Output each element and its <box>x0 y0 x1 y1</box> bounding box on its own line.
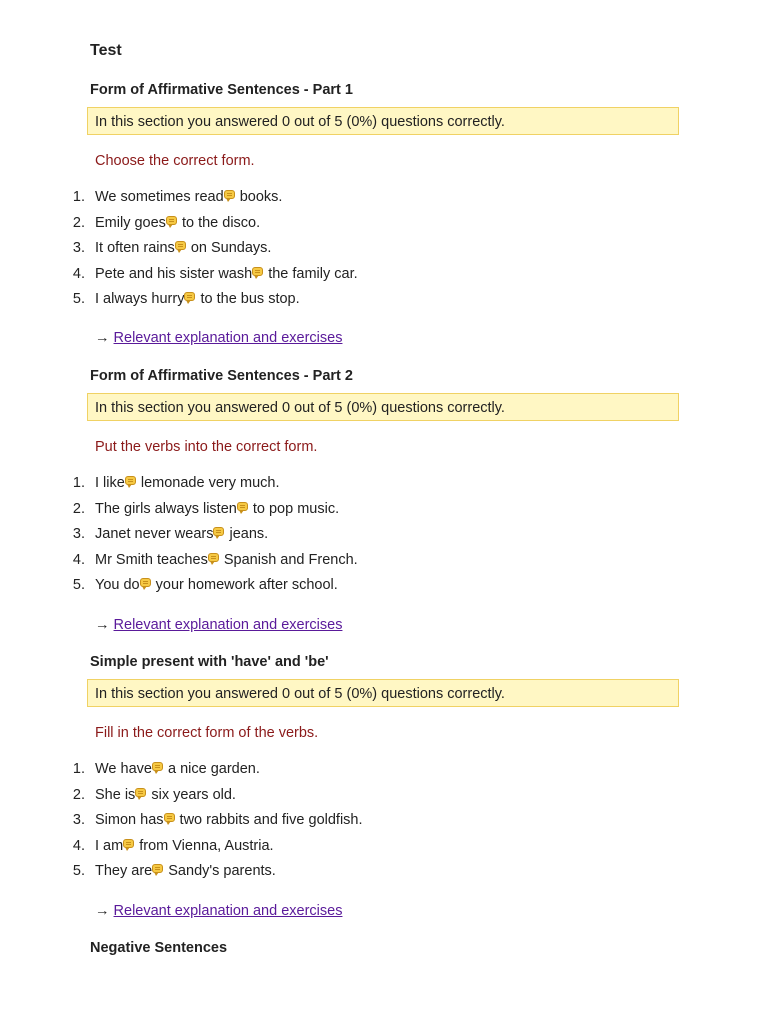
section-heading: Simple present with 'have' and 'be' <box>90 654 329 670</box>
question-before: I always hurry <box>95 291 185 308</box>
section-heading: Form of Affirmative Sentences - Part 1 <box>90 82 353 98</box>
result-box <box>87 679 679 707</box>
question-before: Emily goes <box>95 214 166 231</box>
speech-bubble-hint-icon[interactable] <box>175 241 186 250</box>
question-list <box>0 475 768 603</box>
result-box <box>87 393 679 421</box>
question-text <box>95 215 260 231</box>
question-item <box>0 812 768 838</box>
speech-bubble-hint-icon[interactable] <box>184 292 195 301</box>
question-item <box>0 526 768 552</box>
question-text <box>95 240 271 256</box>
question-text <box>95 189 282 205</box>
question-after: books. <box>235 189 283 205</box>
question-number: 2. <box>72 214 85 231</box>
speech-bubble-hint-icon[interactable] <box>140 578 151 587</box>
explanation-link[interactable]: Relevant explanation and exercises <box>113 617 343 633</box>
question-number: 5. <box>72 863 85 880</box>
question-item <box>0 577 768 603</box>
question-after: your homework after school. <box>151 577 338 594</box>
result-box <box>87 107 679 135</box>
question-number: 1. <box>72 475 85 491</box>
right-arrow-icon: → <box>95 617 110 633</box>
question-item <box>0 501 768 527</box>
speech-bubble-hint-icon[interactable] <box>125 476 136 485</box>
result-text: In this section you answered 0 out of 5 (0%) questions correctly. <box>95 686 505 702</box>
question-text <box>95 812 363 828</box>
question-text <box>95 552 358 568</box>
question-number: 4. <box>72 265 85 282</box>
question-after: Sandy's parents. <box>164 863 276 880</box>
question-text <box>95 577 338 593</box>
right-arrow-icon: → <box>95 903 110 919</box>
question-number: 2. <box>72 500 85 517</box>
question-before: We have <box>95 761 152 777</box>
question-item <box>0 291 768 317</box>
question-item <box>0 552 768 578</box>
question-after: to pop music. <box>248 500 340 517</box>
question-after: to the bus stop. <box>196 291 300 308</box>
page-title: Test <box>90 42 122 59</box>
question-item <box>0 240 768 266</box>
result-text: In this section you answered 0 out of 5 (0%) questions correctly. <box>95 114 505 130</box>
question-item <box>0 215 768 241</box>
question-number: 1. <box>72 189 85 205</box>
speech-bubble-hint-icon[interactable] <box>213 527 224 536</box>
question-text <box>95 291 300 307</box>
question-text <box>95 266 358 282</box>
question-before: You do <box>95 577 140 594</box>
question-after: to the disco. <box>177 214 261 231</box>
question-before: I am <box>95 837 124 854</box>
question-item <box>0 266 768 292</box>
section-heading: Form of Affirmative Sentences - Part 2 <box>90 368 353 384</box>
speech-bubble-hint-icon[interactable] <box>208 553 219 562</box>
question-item <box>0 189 768 215</box>
explanation-link-row <box>95 903 342 919</box>
question-list <box>0 761 768 889</box>
question-item <box>0 475 768 501</box>
question-item <box>0 761 768 787</box>
speech-bubble-hint-icon[interactable] <box>123 839 134 848</box>
question-after: two rabbits and five goldfish. <box>175 812 363 829</box>
section-heading-negative-sentences: Negative Sentences <box>90 940 228 956</box>
question-text <box>95 526 268 542</box>
question-text <box>95 863 276 879</box>
question-number: 5. <box>72 577 85 594</box>
question-after: on Sundays. <box>186 240 272 257</box>
question-item <box>0 787 768 813</box>
speech-bubble-hint-icon[interactable] <box>152 864 163 873</box>
question-item <box>0 863 768 889</box>
question-before: Janet never wears <box>95 526 214 543</box>
speech-bubble-hint-icon[interactable] <box>166 216 177 225</box>
question-before: Pete and his sister wash <box>95 265 253 282</box>
instruction-text: Put the verbs into the correct form. <box>95 439 318 455</box>
question-number: 4. <box>72 551 85 568</box>
question-text <box>95 475 279 491</box>
question-after: Spanish and French. <box>219 551 358 568</box>
explanation-link-row <box>95 617 342 633</box>
question-text <box>95 761 260 777</box>
result-text: In this section you answered 0 out of 5 (0%) questions correctly. <box>95 400 505 416</box>
question-before: Simon has <box>95 812 164 829</box>
question-list <box>0 189 768 317</box>
question-number: 3. <box>72 240 85 257</box>
question-after: a nice garden. <box>163 761 260 777</box>
question-before: We sometimes read <box>95 189 224 205</box>
explanation-link[interactable]: Relevant explanation and exercises <box>113 903 343 919</box>
instruction-text: Fill in the correct form of the verbs. <box>95 725 319 741</box>
question-after: six years old. <box>147 786 236 803</box>
speech-bubble-hint-icon[interactable] <box>152 762 163 771</box>
question-before: She is <box>95 786 136 803</box>
question-item <box>0 838 768 864</box>
question-after: jeans. <box>225 526 269 543</box>
question-number: 3. <box>72 812 85 829</box>
question-before: The girls always listen <box>95 500 237 517</box>
question-number: 5. <box>72 291 85 308</box>
question-before: I like <box>95 475 125 491</box>
speech-bubble-hint-icon[interactable] <box>252 267 263 276</box>
question-number: 1. <box>72 761 85 777</box>
question-after: the family car. <box>264 265 358 282</box>
question-number: 4. <box>72 837 85 854</box>
speech-bubble-hint-icon[interactable] <box>237 502 248 511</box>
question-number: 2. <box>72 786 85 803</box>
explanation-link-row <box>95 330 342 346</box>
speech-bubble-hint-icon[interactable] <box>224 190 235 199</box>
question-text <box>95 838 274 854</box>
instruction-text: Choose the correct form. <box>95 153 255 169</box>
speech-bubble-hint-icon[interactable] <box>135 788 146 797</box>
question-after: from Vienna, Austria. <box>135 837 274 854</box>
right-arrow-icon: → <box>95 330 110 346</box>
speech-bubble-hint-icon[interactable] <box>164 813 175 822</box>
question-before: Mr Smith teaches <box>95 551 208 568</box>
question-before: It often rains <box>95 240 175 257</box>
question-text <box>95 787 236 803</box>
explanation-link[interactable]: Relevant explanation and exercises <box>113 330 343 346</box>
question-after: lemonade very much. <box>136 475 280 491</box>
question-number: 3. <box>72 526 85 543</box>
question-before: They are <box>95 863 153 880</box>
question-text <box>95 501 339 517</box>
